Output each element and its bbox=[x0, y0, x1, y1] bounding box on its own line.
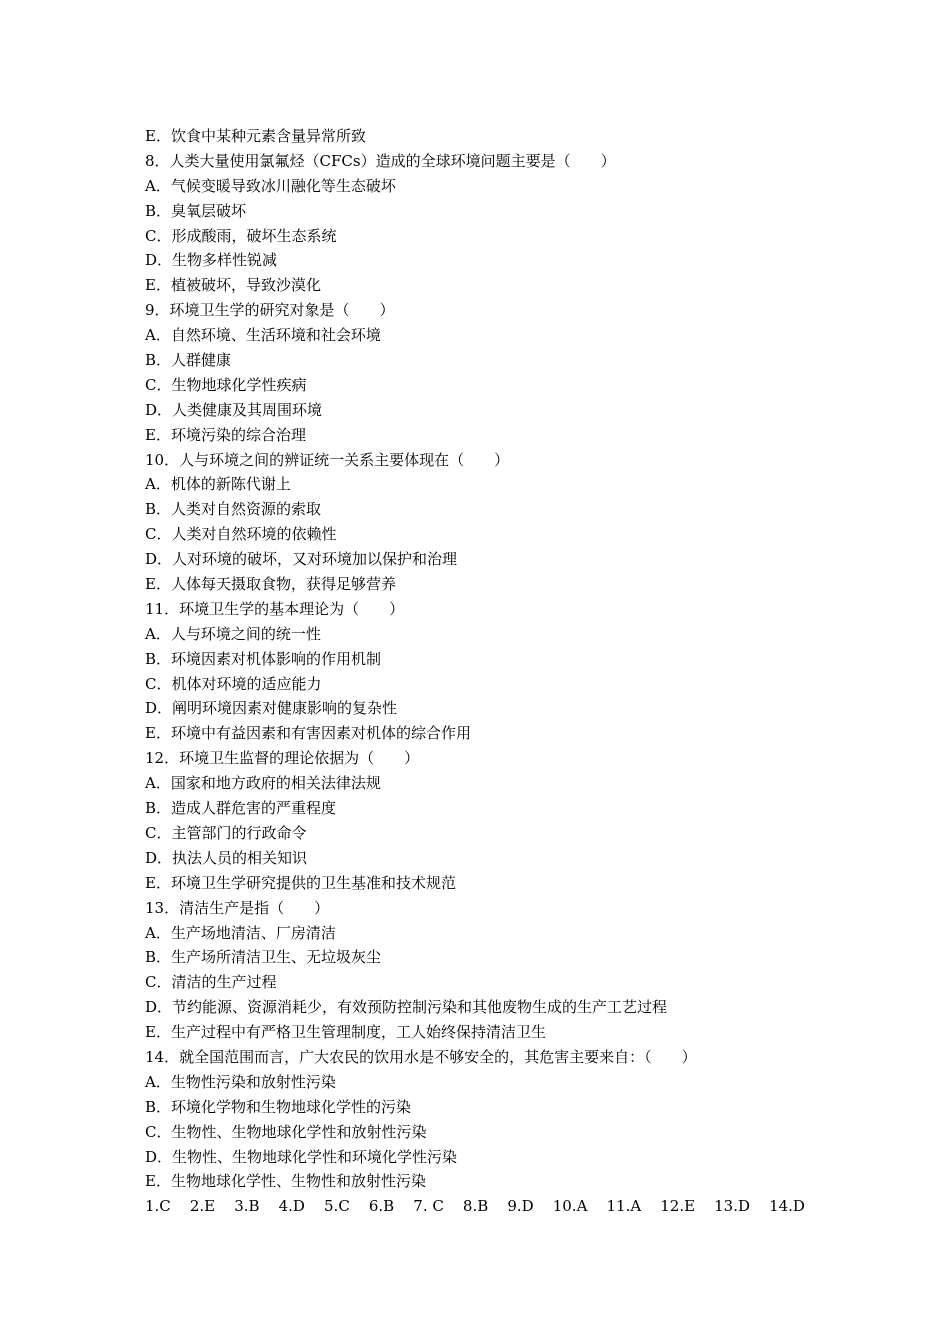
option-c-q13: C．清洁的生产过程 bbox=[145, 973, 277, 992]
question-13: 13．清洁生产是指（ ） bbox=[145, 898, 330, 917]
option-d-q11: D．阐明环境因素对健康影响的复杂性 bbox=[145, 699, 398, 718]
option-a-q13: A．生产场地清洁、厂房清洁 bbox=[145, 923, 336, 942]
question-10: 10．人与环境之间的辨证统一关系主要体现在（ ） bbox=[145, 450, 510, 469]
option-c-q14: C．生物性、生物地球化学性和放射性污染 bbox=[145, 1122, 427, 1141]
option-b-q11: B．环境因素对机体影响的作用机制 bbox=[145, 649, 382, 668]
option-b-q10: B．人类对自然资源的索取 bbox=[145, 500, 322, 519]
option-e-q12: E．环境卫生学研究提供的卫生基准和技术规范 bbox=[145, 873, 456, 892]
option-a-q8: A．气候变暖导致冰川融化等生态破坏 bbox=[145, 176, 396, 195]
question-9: 9．环境卫生学的研究对象是（ ） bbox=[145, 301, 395, 320]
option-a-q9: A．自然环境、生活环境和社会环境 bbox=[145, 326, 381, 345]
option-c-q11: C．机体对环境的适应能力 bbox=[145, 674, 322, 693]
option-d-q13: D．节约能源、资源消耗少，有效预防控制污染和其他废物生成的生产工艺过程 bbox=[145, 998, 668, 1017]
option-e-q8: E．植被破坏，导致沙漠化 bbox=[145, 276, 321, 295]
option-d-q14: D．生物性、生物地球化学性和环境化学性污染 bbox=[145, 1147, 458, 1166]
question-12: 12．环境卫生监督的理论依据为（ ） bbox=[145, 749, 420, 768]
option-e-q11: E．环境中有益因素和有害因素对机体的综合作用 bbox=[145, 724, 471, 743]
option-c-q9: C．生物地球化学性疾病 bbox=[145, 375, 307, 394]
question-14: 14．就全国范围而言，广大农民的饮用水是不够安全的，其危害主要来自：（ ） bbox=[145, 1047, 697, 1066]
option-b-q8: B．臭氧层破坏 bbox=[145, 201, 247, 220]
option-a-q14: A．生物性污染和放射性污染 bbox=[145, 1072, 336, 1091]
option-e-q10: E．人体每天摄取食物，获得足够营养 bbox=[145, 575, 396, 594]
option-c-q8: C．形成酸雨，破坏生态系统 bbox=[145, 226, 337, 245]
question-8: 8．人类大量使用氯氟烃（CFCs）造成的全球环境问题主要是（ ） bbox=[145, 151, 616, 170]
option-d-q8: D．生物多样性锐减 bbox=[145, 251, 278, 270]
question-text-block bbox=[145, 124, 845, 1219]
option-e-q14: E．生物地球化学性、生物性和放射性污染 bbox=[145, 1172, 426, 1191]
option-b-q9: B．人群健康 bbox=[145, 351, 232, 370]
option-d-q9: D．人类健康及其周围环境 bbox=[145, 400, 323, 419]
question-11: 11．环境卫生学的基本理论为（ ） bbox=[145, 599, 405, 618]
option-d-q10: D．人对环境的破坏，又对环境加以保护和治理 bbox=[145, 550, 458, 569]
option-e-q9: E．环境污染的综合治理 bbox=[145, 425, 306, 444]
option-c-q10: C．人类对自然环境的依赖性 bbox=[145, 525, 337, 544]
option-e-q7: E．饮食中某种元素含量异常所致 bbox=[145, 127, 366, 145]
option-b-q13: B．生产场所清洁卫生、无垃圾灰尘 bbox=[145, 948, 382, 967]
option-a-q12: A．国家和地方政府的相关法律法规 bbox=[145, 774, 381, 793]
option-a-q10: A．机体的新陈代谢上 bbox=[145, 475, 291, 494]
option-a-q11: A．人与环境之间的统一性 bbox=[145, 624, 321, 643]
option-e-q13: E．生产过程中有严格卫生管理制度，工人始终保持清洁卫生 bbox=[145, 1023, 546, 1042]
option-c-q12: C．主管部门的行政命令 bbox=[145, 823, 307, 842]
option-b-q14: B．环境化学物和生物地球化学性的污染 bbox=[145, 1097, 412, 1116]
answer-key: 1.C 2.E 3.B 4.D 5.C 6.B 7. C 8.B 9.D 10.A 11.A 12.E 13.D 14.D bbox=[145, 1197, 805, 1216]
option-d-q12: D．执法人员的相关知识 bbox=[145, 848, 308, 867]
option-b-q12: B．造成人群危害的严重程度 bbox=[145, 799, 337, 818]
